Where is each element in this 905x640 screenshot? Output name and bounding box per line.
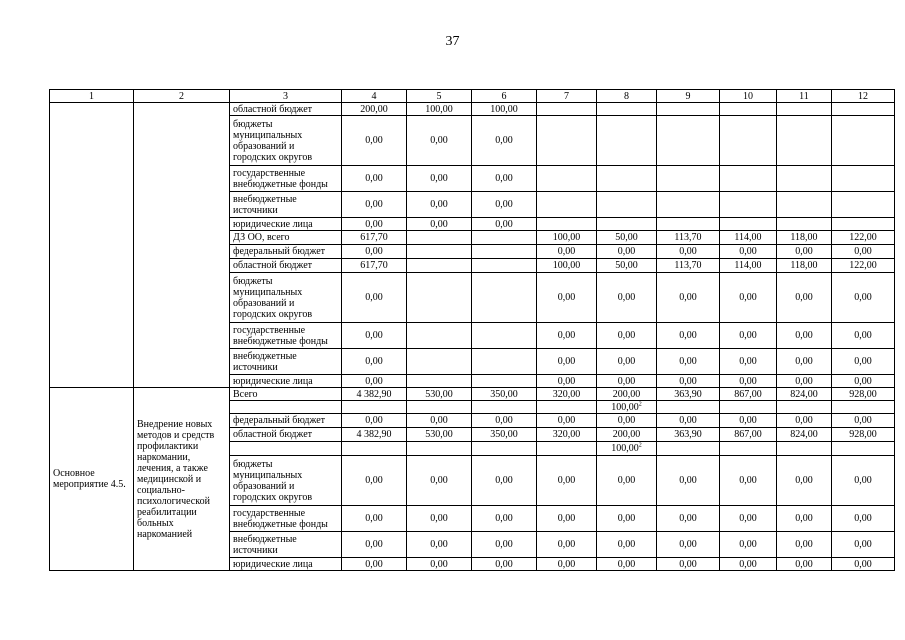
empty-cell — [777, 442, 832, 456]
value-cell: 0,00 — [407, 116, 472, 166]
col-header-5: 5 — [407, 90, 472, 103]
value-cell: 0,00 — [720, 532, 777, 558]
value-cell: 0,00 — [832, 414, 895, 428]
empty-cell — [720, 442, 777, 456]
source-label: юридические лица — [230, 375, 342, 388]
value-cell — [832, 103, 895, 116]
value-cell: 0,00 — [777, 532, 832, 558]
value-cell: 0,00 — [657, 558, 720, 571]
footnote-value — [597, 401, 657, 414]
value-cell: 0,00 — [537, 558, 597, 571]
value-cell: 0,00 — [777, 558, 832, 571]
source-label: государственные внебюджетные фонды — [230, 166, 342, 192]
value-cell: 0,00 — [832, 375, 895, 388]
value-cell: 0,00 — [777, 323, 832, 349]
value-cell: 0,00 — [777, 273, 832, 323]
value-cell — [537, 192, 597, 218]
empty-cell — [50, 103, 134, 388]
value-cell: 0,00 — [597, 349, 657, 375]
value-cell: 4 382,90 — [342, 428, 407, 442]
value-cell: 0,00 — [342, 506, 407, 532]
col-header-1: 1 — [50, 90, 134, 103]
value-cell — [407, 375, 472, 388]
source-label: государственные внебюджетные фонды — [230, 506, 342, 532]
value-cell — [657, 192, 720, 218]
value-cell: 0,00 — [597, 558, 657, 571]
value-cell: 100,00 — [407, 103, 472, 116]
value-cell: 867,00 — [720, 428, 777, 442]
value-cell: 114,00 — [720, 259, 777, 273]
col-header-3: 3 — [230, 90, 342, 103]
value-cell — [832, 192, 895, 218]
col-header-4: 4 — [342, 90, 407, 103]
value-cell: 113,70 — [657, 259, 720, 273]
value-cell: 50,00 — [597, 259, 657, 273]
value-cell: 0,00 — [720, 273, 777, 323]
source-label: юридические лица — [230, 218, 342, 231]
value-cell: 0,00 — [720, 558, 777, 571]
activity-description: Внедрение новых методов и средств профилактики наркомании, лечения, а также медицинской и социально-психологической реабилитации больных наркоманией — [134, 388, 230, 571]
empty-cell — [407, 401, 472, 414]
value-cell: 200,00 — [342, 103, 407, 116]
value-cell — [472, 231, 537, 245]
value-cell: 0,00 — [832, 245, 895, 259]
value-cell: 0,00 — [537, 375, 597, 388]
value-cell: 0,00 — [342, 323, 407, 349]
value-cell — [407, 349, 472, 375]
source-label: бюджеты муниципальных образований и городских округов — [230, 456, 342, 506]
header-row — [50, 90, 895, 103]
value-cell: 0,00 — [597, 375, 657, 388]
value-cell — [777, 192, 832, 218]
value-cell: 118,00 — [777, 259, 832, 273]
value-cell: 0,00 — [597, 245, 657, 259]
value-cell — [657, 218, 720, 231]
value-cell — [537, 103, 597, 116]
value-cell — [472, 375, 537, 388]
empty-cell — [537, 442, 597, 456]
value-cell: 0,00 — [342, 273, 407, 323]
value-cell: 0,00 — [597, 414, 657, 428]
value-cell: 350,00 — [472, 388, 537, 401]
value-cell: 928,00 — [832, 388, 895, 401]
value-cell: 0,00 — [342, 192, 407, 218]
value-cell: 0,00 — [832, 456, 895, 506]
value-cell: 0,00 — [777, 414, 832, 428]
empty-cell — [657, 401, 720, 414]
footnote-mark: 2 — [638, 401, 642, 408]
value-cell — [472, 323, 537, 349]
value-cell: 0,00 — [407, 506, 472, 532]
value-cell: 200,00 — [597, 388, 657, 401]
footnote-mark: 2 — [638, 442, 642, 449]
col-header-12: 12 — [832, 90, 895, 103]
value-cell: 0,00 — [777, 375, 832, 388]
col-header-2: 2 — [134, 90, 230, 103]
value-cell: 0,00 — [472, 218, 537, 231]
value-cell: 0,00 — [597, 532, 657, 558]
empty-cell — [537, 401, 597, 414]
value-cell — [472, 273, 537, 323]
value-cell — [720, 166, 777, 192]
value-cell: 0,00 — [537, 414, 597, 428]
value-cell: 0,00 — [597, 456, 657, 506]
value-cell: 0,00 — [342, 349, 407, 375]
value-cell: 320,00 — [537, 428, 597, 442]
value-cell — [832, 166, 895, 192]
value-cell — [597, 116, 657, 166]
source-label: бюджеты муниципальных образований и городских округов — [230, 273, 342, 323]
value-cell: 0,00 — [407, 558, 472, 571]
source-label: юридические лица — [230, 558, 342, 571]
col-header-6: 6 — [472, 90, 537, 103]
value-cell — [720, 116, 777, 166]
value-cell: 0,00 — [407, 166, 472, 192]
value-cell: 0,00 — [720, 349, 777, 375]
value-cell — [720, 192, 777, 218]
value-cell: 0,00 — [407, 456, 472, 506]
value-cell — [777, 116, 832, 166]
value-cell: 0,00 — [472, 532, 537, 558]
value-cell: 0,00 — [472, 192, 537, 218]
col-header-8: 8 — [597, 90, 657, 103]
value-cell: 0,00 — [657, 245, 720, 259]
value-cell: 0,00 — [597, 506, 657, 532]
value-cell: 0,00 — [472, 414, 537, 428]
value-cell: 0,00 — [342, 414, 407, 428]
value-cell: 118,00 — [777, 231, 832, 245]
value-cell: 0,00 — [407, 218, 472, 231]
value-cell — [720, 103, 777, 116]
value-cell: 0,00 — [657, 506, 720, 532]
value-cell: 100,00 — [472, 103, 537, 116]
value-cell: 0,00 — [832, 558, 895, 571]
source-label: внебюджетные источники — [230, 532, 342, 558]
value-cell — [832, 218, 895, 231]
value-cell: 0,00 — [407, 192, 472, 218]
value-cell: 0,00 — [657, 456, 720, 506]
source-label: внебюджетные источники — [230, 349, 342, 375]
value-cell — [597, 192, 657, 218]
value-cell: 0,00 — [832, 349, 895, 375]
value-cell: 0,00 — [657, 414, 720, 428]
value-cell: 530,00 — [407, 428, 472, 442]
value-cell: 0,00 — [472, 558, 537, 571]
value-cell: 0,00 — [537, 532, 597, 558]
source-label: Всего — [230, 388, 342, 401]
value-cell: 867,00 — [720, 388, 777, 401]
empty-cell — [134, 103, 230, 388]
col-header-10: 10 — [720, 90, 777, 103]
source-label: внебюджетные источники — [230, 192, 342, 218]
value-cell — [597, 218, 657, 231]
value-cell: 0,00 — [342, 532, 407, 558]
value-cell: 0,00 — [342, 245, 407, 259]
empty-cell — [472, 401, 537, 414]
col-header-11: 11 — [777, 90, 832, 103]
value-cell: 0,00 — [342, 218, 407, 231]
value-cell — [597, 103, 657, 116]
empty-cell — [407, 442, 472, 456]
value-cell: 0,00 — [657, 375, 720, 388]
footnote-amount: 100,00 — [611, 401, 639, 413]
source-label: федеральный бюджет — [230, 245, 342, 259]
value-cell: 50,00 — [597, 231, 657, 245]
col-header-7: 7 — [537, 90, 597, 103]
budget-table — [49, 89, 895, 571]
value-cell: 0,00 — [657, 323, 720, 349]
value-cell: 100,00 — [537, 231, 597, 245]
footnote-amount: 100,00 — [611, 443, 639, 454]
value-cell — [472, 245, 537, 259]
value-cell: 4 382,90 — [342, 388, 407, 401]
value-cell: 0,00 — [720, 245, 777, 259]
value-cell: 200,00 — [597, 428, 657, 442]
empty-cell — [720, 401, 777, 414]
value-cell — [777, 166, 832, 192]
value-cell: 617,70 — [342, 231, 407, 245]
empty-cell — [230, 442, 342, 456]
value-cell: 0,00 — [657, 273, 720, 323]
source-label: ДЗ ОО, всего — [230, 231, 342, 245]
value-cell: 0,00 — [342, 166, 407, 192]
value-cell — [537, 116, 597, 166]
value-cell: 0,00 — [472, 506, 537, 532]
value-cell: 0,00 — [597, 273, 657, 323]
value-cell — [657, 166, 720, 192]
activity-number: Основное мероприятие 4.5. — [50, 388, 134, 571]
value-cell: 0,00 — [832, 323, 895, 349]
value-cell — [407, 259, 472, 273]
empty-cell — [657, 442, 720, 456]
value-cell: 114,00 — [720, 231, 777, 245]
value-cell — [407, 231, 472, 245]
table-row — [50, 388, 895, 401]
value-cell: 0,00 — [832, 532, 895, 558]
empty-cell — [230, 401, 342, 414]
value-cell: 0,00 — [472, 116, 537, 166]
empty-cell — [342, 401, 407, 414]
value-cell: 0,00 — [342, 116, 407, 166]
empty-cell — [472, 442, 537, 456]
source-label: бюджеты муниципальных образований и городских округов — [230, 116, 342, 166]
value-cell — [597, 166, 657, 192]
value-cell: 0,00 — [537, 245, 597, 259]
value-cell: 0,00 — [657, 349, 720, 375]
value-cell: 0,00 — [720, 323, 777, 349]
value-cell: 0,00 — [777, 506, 832, 532]
source-label: областной бюджет — [230, 428, 342, 442]
value-cell: 122,00 — [832, 231, 895, 245]
value-cell: 0,00 — [407, 532, 472, 558]
value-cell — [657, 116, 720, 166]
value-cell: 0,00 — [777, 456, 832, 506]
value-cell: 0,00 — [832, 273, 895, 323]
value-cell — [407, 323, 472, 349]
value-cell: 0,00 — [720, 414, 777, 428]
value-cell: 0,00 — [537, 349, 597, 375]
value-cell: 0,00 — [720, 506, 777, 532]
empty-cell — [832, 442, 895, 456]
col-header-9: 9 — [657, 90, 720, 103]
value-cell: 0,00 — [597, 323, 657, 349]
value-cell — [537, 166, 597, 192]
value-cell — [657, 103, 720, 116]
source-label: областной бюджет — [230, 259, 342, 273]
value-cell: 363,90 — [657, 388, 720, 401]
value-cell: 530,00 — [407, 388, 472, 401]
empty-cell — [342, 442, 407, 456]
value-cell: 0,00 — [472, 166, 537, 192]
page-number: 37 — [445, 34, 460, 49]
value-cell: 0,00 — [537, 506, 597, 532]
value-cell: 100,00 — [537, 259, 597, 273]
value-cell: 122,00 — [832, 259, 895, 273]
value-cell: 0,00 — [537, 323, 597, 349]
value-cell: 0,00 — [342, 375, 407, 388]
empty-cell — [832, 401, 895, 414]
value-cell: 350,00 — [472, 428, 537, 442]
value-cell — [777, 103, 832, 116]
value-cell: 0,00 — [832, 506, 895, 532]
value-cell — [407, 273, 472, 323]
value-cell: 0,00 — [657, 532, 720, 558]
value-cell: 0,00 — [720, 456, 777, 506]
value-cell: 113,70 — [657, 231, 720, 245]
table-row — [50, 103, 895, 116]
value-cell: 0,00 — [537, 273, 597, 323]
source-label: государственные внебюджетные фонды — [230, 323, 342, 349]
value-cell: 617,70 — [342, 259, 407, 273]
value-cell: 0,00 — [777, 245, 832, 259]
value-cell: 928,00 — [832, 428, 895, 442]
value-cell: 0,00 — [342, 558, 407, 571]
value-cell: 0,00 — [777, 349, 832, 375]
value-cell: 320,00 — [537, 388, 597, 401]
value-cell — [407, 245, 472, 259]
value-cell — [472, 349, 537, 375]
value-cell — [720, 218, 777, 231]
value-cell: 0,00 — [342, 456, 407, 506]
value-cell: 824,00 — [777, 388, 832, 401]
value-cell: 0,00 — [720, 375, 777, 388]
footnote-value — [597, 442, 657, 456]
value-cell — [832, 116, 895, 166]
value-cell: 0,00 — [472, 456, 537, 506]
value-cell: 0,00 — [407, 414, 472, 428]
source-label: областной бюджет — [230, 103, 342, 116]
source-label: федеральный бюджет — [230, 414, 342, 428]
value-cell — [537, 218, 597, 231]
value-cell — [777, 218, 832, 231]
value-cell: 0,00 — [537, 456, 597, 506]
value-cell: 363,90 — [657, 428, 720, 442]
empty-cell — [777, 401, 832, 414]
value-cell — [472, 259, 537, 273]
value-cell: 824,00 — [777, 428, 832, 442]
